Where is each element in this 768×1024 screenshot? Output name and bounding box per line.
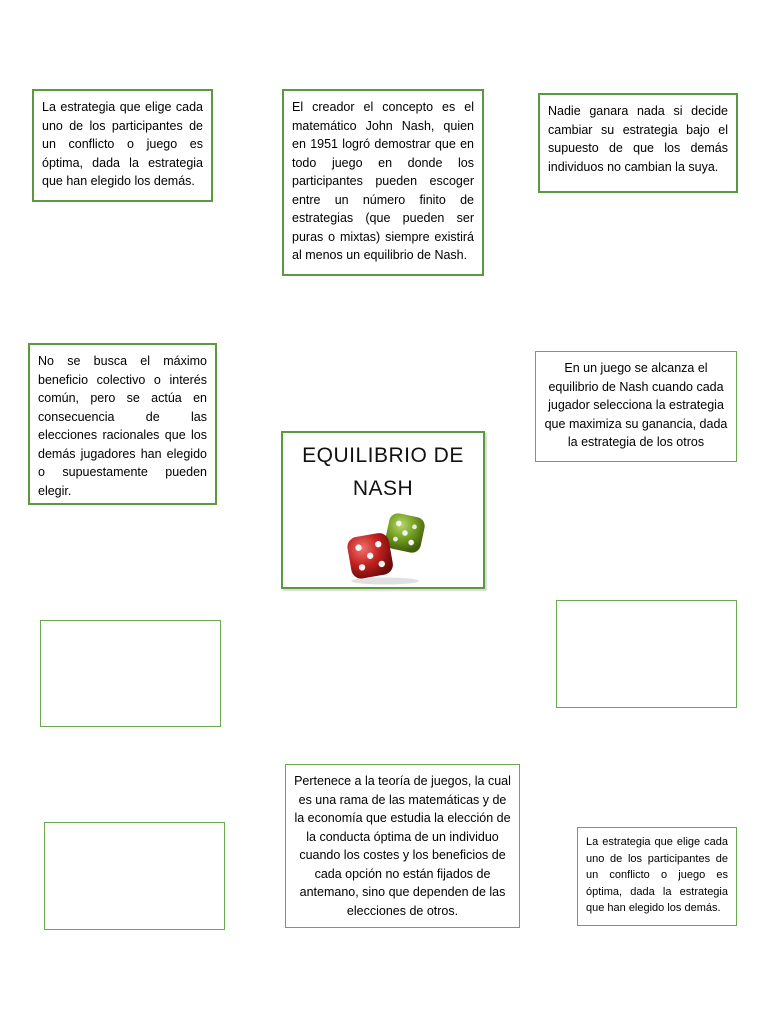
empty-box-left bbox=[40, 620, 221, 727]
concept-box-bottom-center bbox=[285, 764, 520, 928]
empty-box-bottom-left bbox=[44, 822, 225, 930]
concept-text: En un juego se alcanza el equilibrio de Nash cuando cada jugador selecciona la estrategia que maximiza su ganancia, dada la estrategia de los otros bbox=[544, 361, 728, 449]
concept-text: Pertenece a la teoría de juegos, la cual es una rama de las matemáticas y de la economía que estudia la elección de la conducta óptima de un individuo cuando los costes y los beneficios de cada opción no están fijados de antemano, sino que dependen de las elecciones de otros. bbox=[294, 774, 511, 918]
concept-box-top-left bbox=[32, 89, 213, 202]
concept-text: No se busca el máximo beneficio colectivo o interés común, pero se actúa en consecuencia de las elecciones racionales que los demás jugadores han elegido o supuestamente pueden elegir. bbox=[38, 354, 207, 498]
concept-box-top-center bbox=[282, 89, 484, 276]
concept-box-middle-right bbox=[535, 351, 737, 462]
concept-text: La estrategia que elige cada uno de los participantes de un conflicto o juego es óptima, dada la estrategia que han elegido los demás. bbox=[586, 836, 728, 914]
concept-box-middle-left bbox=[28, 343, 217, 505]
dice-icon bbox=[343, 513, 427, 585]
concept-box-top-right bbox=[538, 93, 738, 193]
page-title: EQUILIBRIO DE NASH bbox=[302, 444, 464, 500]
concept-box-bottom-right bbox=[577, 827, 737, 926]
title-box bbox=[281, 431, 485, 589]
concept-text: La estrategia que elige cada uno de los participantes de un conflicto o juego es óptima, dada la estrategia que han elegido los demás. bbox=[42, 100, 203, 188]
empty-box-right bbox=[556, 600, 737, 708]
concept-text: Nadie ganara nada si decide cambiar su estrategia bajo el supuesto de que los demás individuos no cambian la suya. bbox=[548, 104, 728, 174]
concept-text: El creador el concepto es el matemático John Nash, quien en 1951 logró demostrar que en todo juego en donde los participantes pueden escoger entre un número finito de estrategias (que pueden ser puras o mixtas) siempre existirá al menos un equilibrio de Nash. bbox=[292, 100, 474, 262]
